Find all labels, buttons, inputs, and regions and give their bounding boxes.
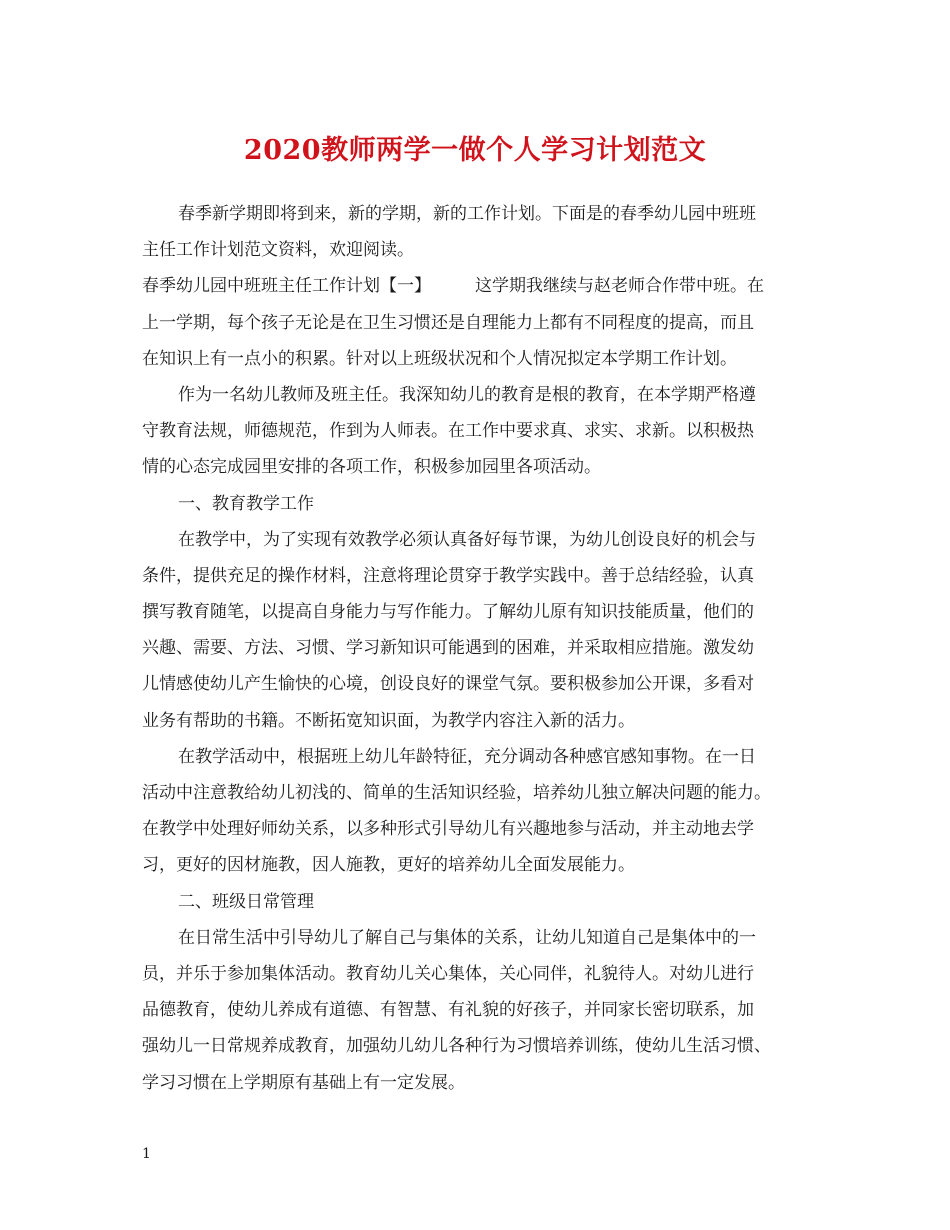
paragraph-line: 强幼儿一日常规养成教育，加强幼儿幼儿各种行为习惯培养训练，使幼儿生活习惯、: [142, 1036, 771, 1057]
paragraph-line: 情的心态完成园里安排的各项工作，积极参加园里各项活动。: [142, 457, 601, 478]
paragraph-line: 上一学期，每个孩子无论是在卫生习惯还是自理能力上都有不同程度的提高，而且: [142, 312, 754, 333]
paragraph-line: 作为一名幼儿教师及班主任。我深知幼儿的教育是根的教育，在本学期严格遵: [178, 384, 756, 405]
paragraph-line: 春季新学期即将到来，新的学期，新的工作计划。下面是的春季幼儿园中班班: [178, 204, 756, 224]
paragraph-line: 在知识上有一点小的积累。针对以上班级状况和个人情况拟定本学期工作计划。: [142, 348, 737, 369]
paragraph-line: 在教学中处理好师幼关系，以多种形式引导幼儿有兴趣地参与活动，并主动地去学: [142, 819, 754, 840]
paragraph-line: 撰写教育随笔，以提高自身能力与写作能力。了解幼儿原有知识技能质量，他们的: [142, 602, 754, 623]
paragraph-line: 习，更好的因材施教，因人施教，更好的培养幼儿全面发展能力。: [142, 855, 635, 876]
plan-heading: 春季幼儿园中班班主任工作计划【一】: [142, 276, 431, 297]
paragraph-line: 员，并乐于参加集体活动。教育幼儿关心集体，关心同伴，礼貌待人。对幼儿进行: [142, 963, 754, 984]
paragraph-line: 兴趣、需要、方法、习惯、学习新知识可能遇到的困难，并采取相应措施。激发幼: [142, 638, 754, 659]
page-number: 1: [142, 1146, 151, 1162]
paragraph-line: 在日常生活中引导幼儿了解自己与集体的关系，让幼儿知道自己是集体中的一: [178, 927, 756, 948]
paragraph-text: 这学期我继续与赵老师合作带中班。在: [475, 276, 764, 297]
document-body: [142, 196, 824, 1101]
paragraph-line: 儿情感使幼儿产生愉快的心境，创设良好的课堂气氛。要积极参加公开课，多看对: [142, 674, 754, 695]
paragraph-line: 学习习惯在上学期原有基础上有一定发展。: [142, 1072, 465, 1093]
paragraph-line: 守教育法规，师德规范，作到为人师表。在工作中要求真、求实、求新。以积极热: [142, 421, 754, 442]
section-heading: 二、班级日常管理: [178, 891, 314, 912]
paragraph-line: 业务有帮助的书籍。不断拓宽知识面，为教学内容注入新的活力。: [142, 710, 635, 731]
document-title: 2020教师两学一做个人学习计划范文: [243, 135, 707, 166]
plan-heading-line: [142, 268, 824, 304]
paragraph-line: 活动中注意教给幼儿初浅的、简单的生活知识经验，培养幼儿独立解决问题的能力。: [142, 783, 771, 803]
paragraph-line: 品德教育，使幼儿养成有道德、有智慧、有礼貌的好孩子，并同家长密切联系，加: [142, 1000, 754, 1021]
paragraph-line: 在教学中，为了实现有效教学必须认真备好每节课，为幼儿创设良好的机会与: [178, 529, 756, 550]
paragraph-line: 主任工作计划范文资料，欢迎阅读。: [142, 240, 414, 261]
paragraph-line: 在教学活动中，根据班上幼儿年龄特征，充分调动各种感官感知事物。在一日: [178, 746, 756, 767]
paragraph-line: 条件，提供充足的操作材料，注意将理论贯穿于教学实践中。善于总结经验，认真: [142, 565, 754, 586]
section-heading: 一、教育教学工作: [178, 493, 314, 514]
